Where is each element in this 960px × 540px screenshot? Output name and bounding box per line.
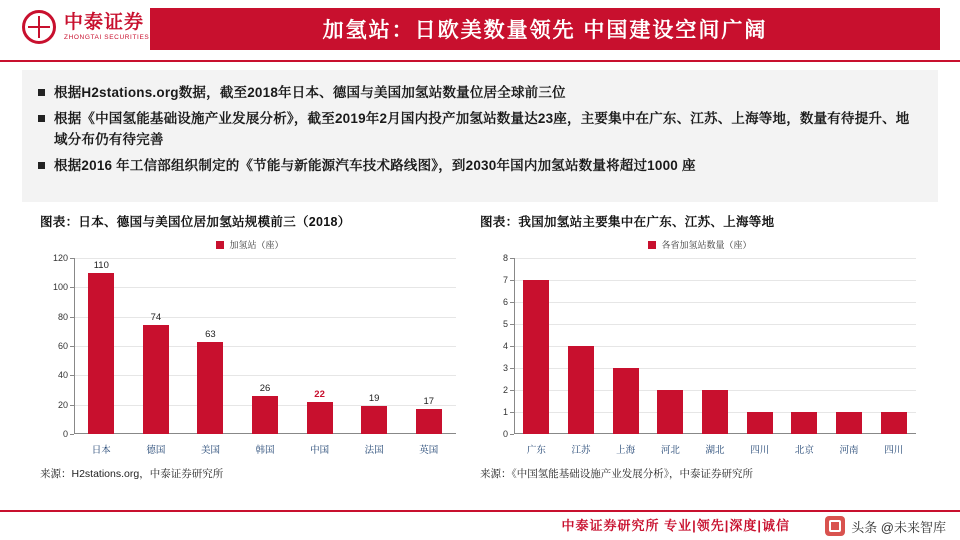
chart-source-left: 来源：H2stations.org，中泰证券研究所 [40, 468, 224, 480]
y-tick-label: 80 [58, 312, 68, 322]
x-tick-label: 美国 [200, 445, 220, 456]
y-tick-label: 60 [58, 341, 68, 351]
bar-chart-right [480, 238, 920, 460]
watermark [825, 516, 946, 536]
bar-column [782, 258, 827, 434]
bar-chart-left [40, 238, 460, 460]
bar-column [693, 258, 738, 434]
legend-swatch [648, 241, 656, 249]
chart-panel-left [40, 212, 460, 514]
y-tick-label: 6 [503, 297, 508, 307]
logo-name-cn: 中泰证券 [64, 11, 145, 33]
legend-label: 加氢站（座） [229, 240, 284, 250]
x-tick-label: 河南 [839, 445, 859, 456]
y-tick-label: 20 [58, 400, 68, 410]
chart-source-right: 来源：《中国氢能基础设施产业发展分析》，中泰证券研究所 [480, 468, 753, 480]
bar-column [74, 258, 129, 434]
x-tick-label: 湖北 [705, 445, 725, 456]
app-logo-icon [825, 516, 845, 536]
bar [747, 412, 773, 434]
legend-swatch [216, 241, 224, 249]
bullet-square-icon [38, 89, 45, 96]
y-tick-label: 40 [58, 370, 68, 380]
y-tick-label: 1 [503, 407, 508, 417]
bar [88, 273, 114, 434]
header-divider [0, 60, 960, 62]
x-tick-label: 河北 [660, 445, 680, 456]
bar [657, 390, 683, 434]
footer-text: 中泰证券研究所 专业|领先|深度|诚信 [561, 518, 790, 533]
bar-column [129, 258, 184, 434]
bar [143, 325, 169, 434]
plot-area-left [40, 253, 456, 439]
bar-value-label: 74 [150, 312, 162, 324]
x-tick-label: 四川 [884, 445, 904, 456]
bar [307, 402, 333, 434]
x-tick-label: 中国 [310, 445, 330, 456]
y-tick-label: 5 [503, 319, 508, 329]
page-title [150, 8, 940, 50]
bar [613, 368, 639, 434]
watermark-text: 头条 @未来智库 [851, 519, 946, 535]
x-tick-label: 江苏 [571, 445, 591, 456]
chart-title-left: 图表：日本、德国与美国位居加氢站规模前三（2018） [40, 215, 351, 229]
y-tick-label: 120 [53, 253, 68, 263]
y-tick-label: 3 [503, 363, 508, 373]
bar-series-right [514, 258, 916, 434]
footer-divider [0, 510, 960, 512]
bar-column [559, 258, 604, 434]
y-tick-label: 4 [503, 341, 508, 351]
chart-legend-left [40, 238, 460, 251]
chart-legend-right [480, 238, 920, 251]
bullet-text: 根据《中国氢能基础设施产业发展分析》，截至2019年2月国内投产加氢站数量达23座，主要集中在广东、江苏、上海等地，数量有待提升、地域分布仍有待完善 [54, 111, 910, 147]
plot-area-right [480, 253, 916, 439]
y-tick-label: 0 [503, 429, 508, 439]
bar-column [347, 258, 402, 434]
chart-title-right: 图表：我国加氢站主要集中在广东、江苏、上海等地 [480, 215, 775, 229]
x-tick-label: 四川 [750, 445, 770, 456]
bar-value-label: 22 [314, 388, 325, 400]
bullet-square-icon [38, 162, 45, 169]
bar-column [401, 258, 456, 434]
y-tick-label: 100 [53, 282, 68, 292]
y-tick-label: 2 [503, 385, 508, 395]
bar [568, 346, 594, 434]
bar [361, 406, 387, 434]
x-tick-label: 韩国 [255, 445, 275, 456]
bullet-text: 根据2016 年工信部组织制定的《节能与新能源汽车技术路线图》，到2030年国内加氢站数量将超过1000 座 [54, 158, 696, 173]
legend-label: 各省加氢站数量（座） [661, 240, 752, 250]
y-tick-label: 8 [503, 253, 508, 263]
y-axis-left [40, 253, 74, 439]
list-item [38, 108, 922, 150]
x-axis-labels-right [514, 442, 916, 456]
y-tick-label: 0 [63, 429, 68, 439]
logo-name-en: ZHONGTAI SECURITIES [64, 33, 150, 41]
x-tick-label: 日本 [91, 445, 111, 456]
slide-header [0, 0, 960, 62]
bar [836, 412, 862, 434]
bar-column [292, 258, 347, 434]
x-tick-label: 广东 [526, 445, 546, 456]
x-tick-label: 北京 [794, 445, 814, 456]
bar [523, 280, 549, 434]
bar [791, 412, 817, 434]
page-title-text: 加氢站：日欧美数量领先 中国建设空间广阔 [322, 19, 768, 42]
logo-text [64, 13, 149, 42]
bar-value-label: 17 [423, 396, 435, 408]
bar-column [648, 258, 693, 434]
bar-column [514, 258, 559, 434]
list-item [38, 82, 922, 103]
bar-column [238, 258, 293, 434]
chart-panel-right [480, 212, 920, 514]
bar-column [183, 258, 238, 434]
bar-series-left [74, 258, 456, 434]
x-axis-labels-left [74, 442, 456, 456]
bar-value-label: 110 [93, 259, 109, 271]
list-item [38, 155, 922, 176]
bar [197, 342, 223, 434]
company-logo [22, 10, 149, 44]
bar-column [603, 258, 648, 434]
bullet-text: 根据H2stations.org数据，截至2018年日本、德国与美国加氢站数量位居全球前三位 [54, 85, 566, 100]
x-tick-label: 德国 [146, 445, 166, 456]
bar [416, 409, 442, 434]
bar-column [737, 258, 782, 434]
y-tick-label: 7 [503, 275, 508, 285]
bullet-square-icon [38, 115, 45, 122]
x-tick-label: 英国 [419, 445, 439, 456]
bar-column [827, 258, 872, 434]
bar [702, 390, 728, 434]
bullet-panel [22, 70, 938, 202]
y-axis-right [480, 253, 514, 439]
bar [252, 396, 278, 434]
bar-value-label: 26 [259, 382, 271, 394]
logo-mark-icon [22, 10, 56, 44]
x-tick-label: 法国 [364, 445, 384, 456]
bar-column [871, 258, 916, 434]
bar-value-label: 63 [205, 328, 216, 340]
bar-value-label: 19 [368, 393, 380, 405]
bar [881, 412, 907, 434]
x-tick-label: 上海 [616, 445, 636, 456]
